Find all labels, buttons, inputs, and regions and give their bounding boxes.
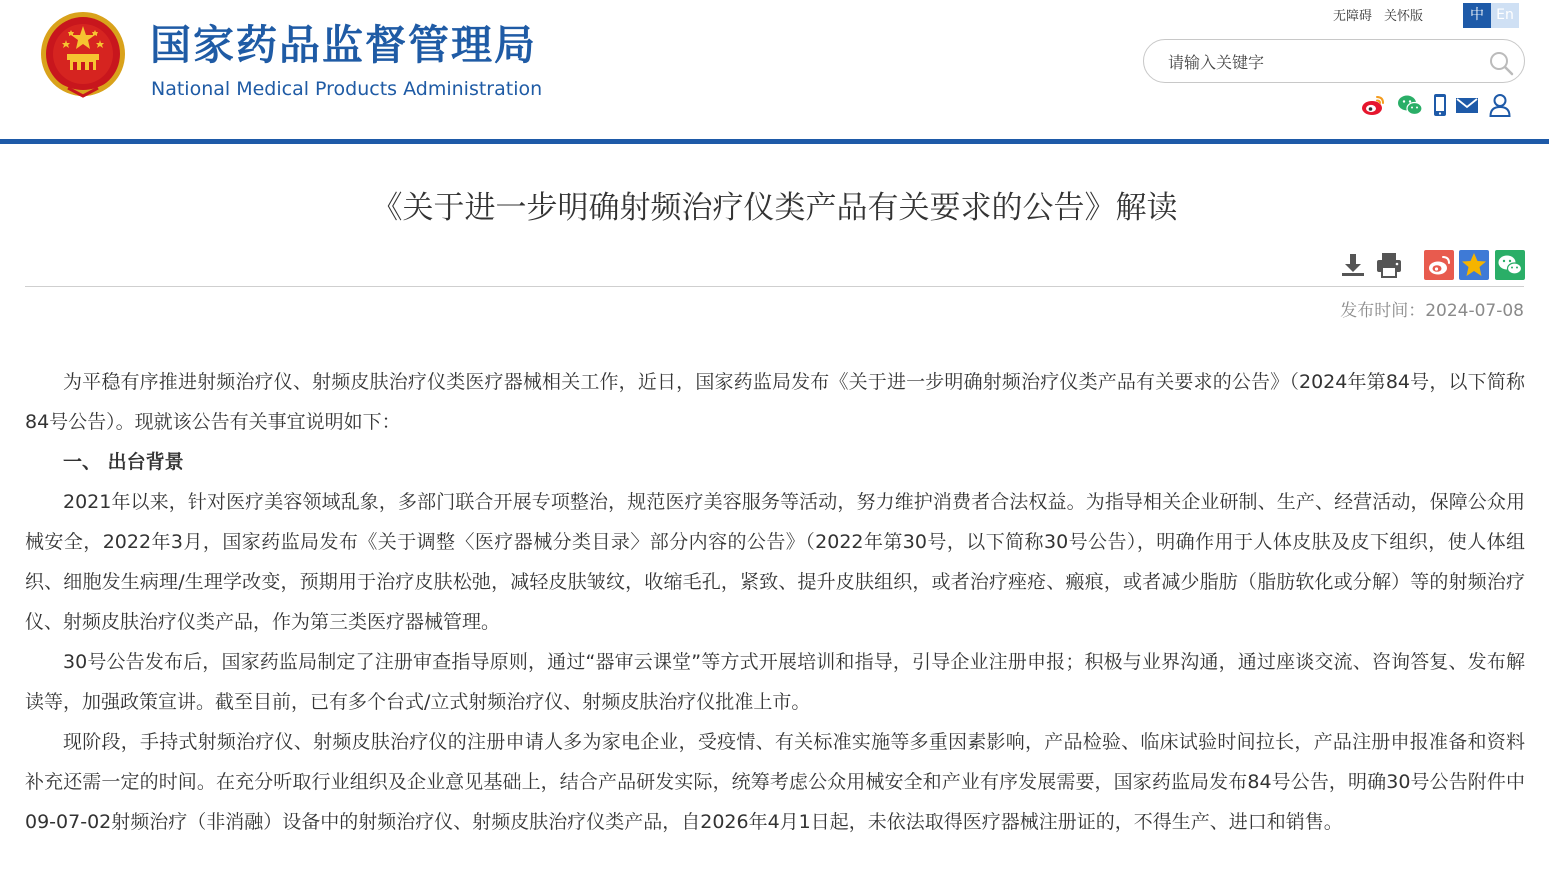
share-weibo-icon[interactable] [1424,250,1454,280]
article-title: 《关于进一步明确射频治疗仪类产品有关要求的公告》解读 [371,190,1178,226]
lang-english-button[interactable]: En [1491,3,1519,28]
site-title-cn[interactable]: 国家药品监督管理局 [150,21,537,69]
section-heading: 一、 出台背景 [63,451,184,473]
weibo-icon[interactable] [1360,92,1386,118]
favorite-star-icon[interactable] [1459,250,1489,280]
print-icon[interactable] [1374,250,1404,280]
share-wechat-icon[interactable] [1495,250,1525,280]
article-paragraph: 2021年以来，针对医疗美容领域乱象，多部门联合开展专项整治，规范医疗美容服务等活动，努力维护消费者合法权益。为指导相关企业研制、生产、经营活动，保障公众用械安全，2022年3月，国家药监局发布《关于调整〈医疗器械分类目录〉部分内容的公告》（2022年第30号，以下简称30号公告），明确作用于人体皮肤及皮下组织，使人体组织、细胞发生病理/生理学改变，预期用于治疗皮肤松弛，减轻皮肤皱纹，收缩毛孔，紧致、提升皮肤组织，或者治疗痤疮、瘢痕，或者减少脂肪（脂肪软化或分解）等的射频治疗仪、射频皮肤治疗仪类产品，作为第三类医疗器械管理。 [25,491,1525,633]
top-utility-links [1333,5,1435,25]
search-input[interactable] [1168,49,1468,75]
wechat-icon[interactable] [1397,92,1423,118]
title-divider [25,286,1524,287]
search-icon[interactable] [1488,50,1514,76]
accessibility-link[interactable]: 无障碍 [1333,9,1373,24]
article-paragraph: 30号公告发布后，国家药监局制定了注册审查指导原则，通过“器审云课堂”等方式开展培训和指导，引导企业注册申报；积极与业界沟通，通过座谈交流、咨询答复、发布解读等，加强政策宣讲。截至目前，已有多个台式/立式射频治疗仪、射频皮肤治疗仪批准上市。 [25,651,1525,713]
article-body [25,362,1525,842]
article-paragraph: 现阶段，手持式射频治疗仪、射频皮肤治疗仪的注册申请人多为家电企业，受疫情、有关标准实施等多重因素影响，产品检验、临床试验时间拉长，产品注册申报准备和资料补充还需一定的时间。在充分听取行业组织及企业意见基础上，结合产品研发实际，统筹考虑公众用械安全和产业有序发展需要，国家药监局发布84号公告，明确30号公告附件中09-07-02射频治疗（非消融）设备中的射频治疗仪、射频皮肤治疗仪类产品，自2026年4月1日起，未依法取得医疗器械注册证的，不得生产、进口和销售。 [25,731,1525,833]
site-title-en[interactable]: National Medical Products Administration [151,78,543,100]
search-box [1143,39,1525,83]
publish-time: 发布时间：2024-07-08 [1340,301,1524,321]
lang-chinese-button[interactable]: 中 [1463,3,1491,28]
national-emblem-logo[interactable] [38,10,128,102]
mail-icon[interactable] [1454,92,1480,118]
mobile-icon[interactable] [1427,92,1453,118]
user-icon[interactable] [1487,92,1513,118]
header-divider [0,139,1549,144]
download-icon[interactable] [1338,250,1368,280]
site-header [0,0,1549,140]
article-paragraph: 为平稳有序推进射频治疗仪、射频皮肤治疗仪类医疗器械相关工作，近日，国家药监局发布《关于进一步明确射频治疗仪类产品有关要求的公告》（2024年第84号，以下简称84号公告）。现就该公告有关事宜说明如下： [25,371,1525,433]
care-mode-link[interactable]: 关怀版 [1384,9,1424,24]
